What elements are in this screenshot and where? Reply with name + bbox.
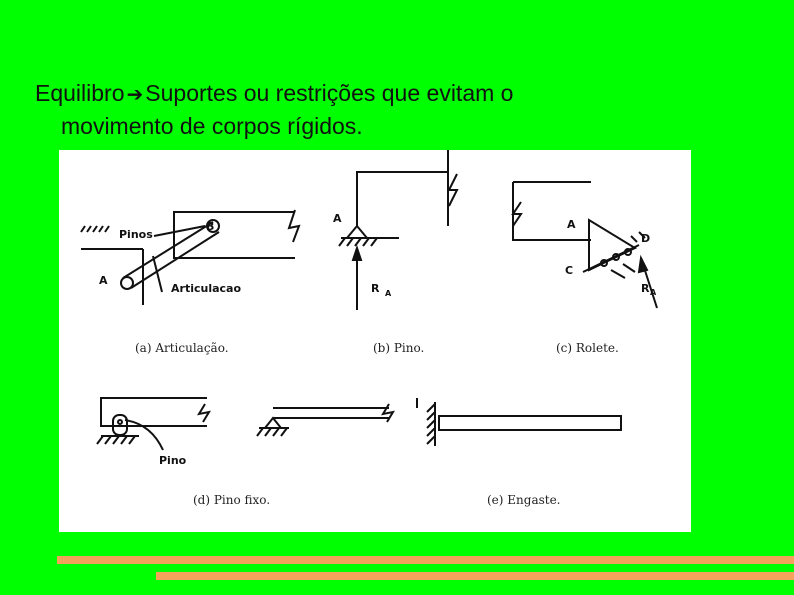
label-b-ra: R <box>371 282 380 295</box>
label-a-a: A <box>99 274 108 287</box>
supports-diagram <box>59 150 691 532</box>
label-pinos: Pinos <box>119 228 153 241</box>
label-c-ra: R <box>641 282 650 295</box>
caption-d: (d) Pino fixo. <box>193 493 271 507</box>
panel-e-engaste <box>417 398 621 446</box>
slide-title <box>35 78 755 142</box>
decorative-stripe-top <box>57 556 794 564</box>
caption-e: (e) Engaste. <box>487 493 561 507</box>
caption-a: (a) Articulação. <box>135 341 229 355</box>
right-arrow-icon: ➔ <box>126 84 144 106</box>
label-c-d: D <box>641 232 651 245</box>
label-articulacao: Articulacao <box>171 282 242 295</box>
label-c-a: A <box>567 218 576 231</box>
title-line2: movimento de corpos rígidos. <box>61 113 363 139</box>
supports-figure <box>59 150 691 532</box>
caption-c: (c) Rolete. <box>556 341 619 355</box>
label-c-ra-sub: A <box>650 288 657 297</box>
title-line1-rest: Suportes ou restrições que evitam o <box>145 80 514 106</box>
panel-d-pino-fixo <box>97 398 393 450</box>
label-a-b: B <box>206 220 215 233</box>
label-c-c: C <box>565 264 574 277</box>
caption-b: (b) Pino. <box>373 341 425 355</box>
label-pino: Pino <box>159 454 187 467</box>
decorative-stripe-bottom <box>156 572 794 580</box>
panel-c-rolete <box>513 182 657 308</box>
label-b-a: A <box>333 212 342 225</box>
title-word-equilibro: Equilibro <box>35 80 125 106</box>
label-b-ra-sub: A <box>385 289 392 298</box>
panel-b-pino <box>339 150 457 310</box>
